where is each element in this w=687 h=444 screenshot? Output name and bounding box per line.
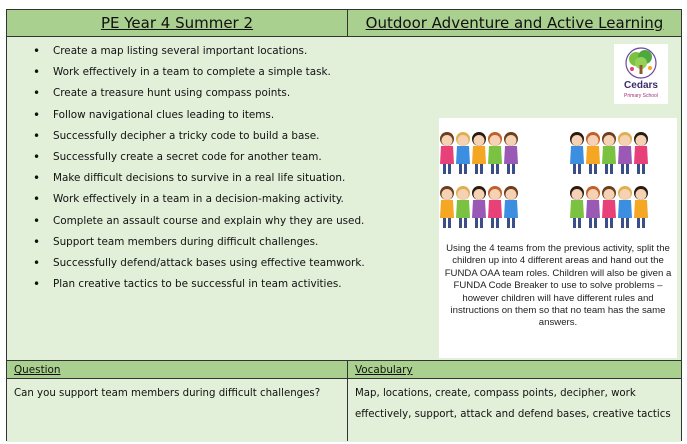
objective-item: • Successfully defend/attack bases using effective teamwork. xyxy=(25,253,445,274)
objective-item: • Successfully decipher a tricky code to build a base. xyxy=(25,126,445,147)
objective-item: • Support team members during difficult challenges. xyxy=(25,232,445,253)
vocabulary-label: Vocabulary xyxy=(348,361,681,379)
objective-item: • Create a map listing several important locations. xyxy=(25,41,445,62)
school-subtitle: Primary School xyxy=(624,93,658,99)
school-name: Cedars xyxy=(624,80,658,91)
objective-item: • Complete an assault course and explain why they are used. xyxy=(25,211,445,232)
activity-text: Using the 4 teams from the previous activity, split the children up into 4 different areas and hand out the FUNDA OAA team roles. Children will also be given a FUNDA Code Breaker to use to solve problems – however children will have different rules and instructions on them so that no team has the same answers. xyxy=(444,243,672,329)
school-logo xyxy=(614,44,668,104)
child-group xyxy=(440,186,518,228)
child-group xyxy=(570,132,648,174)
objective-item: • Follow navigational clues leading to items. xyxy=(25,105,445,126)
objective-item: • Make difficult decisions to survive in a real life situation. xyxy=(25,168,445,189)
child-group xyxy=(570,186,648,228)
footer-row xyxy=(7,361,681,442)
activity-card xyxy=(439,118,677,358)
objectives-section xyxy=(7,37,681,361)
planning-sheet xyxy=(6,9,682,441)
objectives-list xyxy=(25,41,445,295)
tree-crest-icon xyxy=(623,47,659,79)
header-row xyxy=(7,10,681,37)
question-cell xyxy=(7,361,348,441)
question-label: Question xyxy=(7,361,347,379)
unit-title: PE Year 4 Summer 2 xyxy=(7,10,348,36)
objective-item: • Create a treasure hunt using compass points. xyxy=(25,83,445,104)
objective-item: • Plan creative tactics to be successful in team activities. xyxy=(25,274,445,295)
question-text: Can you support team members during difficult challenges? xyxy=(14,388,321,399)
objective-item: • Successfully create a secret code for another team. xyxy=(25,147,445,168)
children-illustration xyxy=(439,120,677,238)
vocabulary-cell xyxy=(348,361,681,441)
objective-item: • Work effectively in a team in a decision-making activity. xyxy=(25,189,445,210)
vocabulary-text: Map, locations, create, compass points, decipher, work effectively, support, attack and defend bases, creative tactics xyxy=(355,388,671,420)
child-group xyxy=(440,132,518,174)
topic-title: Outdoor Adventure and Active Learning xyxy=(365,14,664,32)
objective-item: • Work effectively in a team to complete a simple task. xyxy=(25,62,445,83)
